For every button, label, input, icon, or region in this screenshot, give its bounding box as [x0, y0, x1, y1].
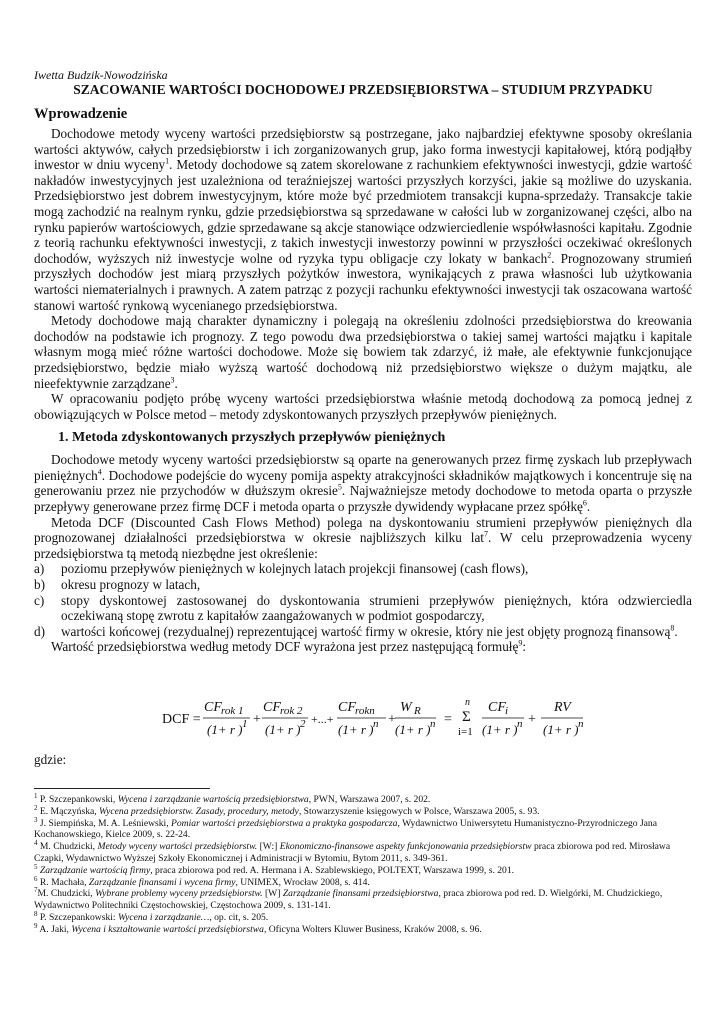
citation-title: Wycena i zarządzanie…	[117, 911, 210, 923]
text-run: Metoda DCF (Discounted Cash Flows Method) polega na dyskontowaniu strumieni przepływów pieniężnych dla prognozowanej działalności przedsiębiorstwa w okresie najbliższych kilku lat	[34, 514, 692, 546]
citation-text: , Wydawnictwo Uniwersytetu Humanistyczno-Przyrodniczego Jana Kochanowskiego, Kielce 2009, s. 22-24.	[34, 817, 657, 841]
formula-ellipsis: +...+	[311, 712, 334, 726]
sum-upper-limit: n	[465, 697, 470, 708]
formula-lhs: DCF =	[162, 712, 201, 727]
list-item-text	[61, 624, 692, 640]
footnote	[34, 815, 694, 842]
list-item-text: stopy dyskontowej zastosowanej do dyskontowania strumieni przepływów pieniężnych, która odzwierciedla oczekiwaną stopę zwrotu z kapitałów zaangażowanych w podmiot gospodarczy,	[61, 592, 692, 624]
citation-text: [W:]	[257, 841, 280, 853]
citation-title: Wybrane problemy wyceny przedsiębiorstw.	[95, 888, 263, 900]
text-run: .	[174, 375, 178, 391]
footnote-ref-9: 9	[518, 639, 523, 649]
citation-title: Zarządzanie finansami przedsiębiorstwa	[282, 888, 439, 900]
list-marker: c)	[34, 592, 45, 608]
formula-plus: +	[528, 712, 536, 727]
footnote	[34, 862, 694, 877]
where-label: gdzie:	[34, 752, 67, 767]
text-run: Metody dochodowe mają charakter dynamiczny i polegają na określeniu zdolności przedsiębiorstwa do kreowania dochodów na podstawie ich prognozy. Z tego powodu dwa przedsiębiorstwa o takiej samej wartości majątku i kapitale własnym mogą mieć różne wartości dochodowe. Może się bowiem tak zdarzyć, iż małe, ale efektywnie funkcjonujące przedsiębiorstwo, będzie miało wyższą wartość dochodową niż przedsiębiorstwo większe o dużym majątku, ale nieefektywnie zarządzane	[34, 313, 692, 391]
citation-text: M. Chudzicki,	[37, 841, 98, 853]
footnote-number: 7	[34, 886, 38, 895]
section-1-paragraph-2	[34, 515, 692, 562]
footnote-separator	[34, 788, 210, 789]
footnote-number: 4	[34, 839, 38, 847]
list-item	[34, 593, 692, 624]
footnotes-list	[34, 791, 694, 936]
formula-plus: +	[253, 712, 261, 727]
formula-exponent: 1	[242, 718, 248, 730]
citation-text: praca zbiorowa pod red. Mirosława Czapki, Wydawnictwo Wyższej Szkoły Ekonomicznej i Administracji w Bytomiu, Bytom 2011, s. 349-361.	[34, 841, 671, 864]
formula-equals: =	[444, 712, 452, 727]
footnote-ref-3: 3	[170, 375, 175, 385]
citation-title: Metody wyceny wartości przedsiębiorstw.	[97, 841, 258, 853]
text-run: . Prognozowany strumień przyszłych dochodów jest miarą przyszłych pożytków inwestora, wynikających z prawa własności lub użytkowania wartości niematerialnych i prawnych. A zatem patrząc z pozycji rachunku efektywności inwestycji tak oszacowana wartość stanowi wartość rynkową wycenianego przedsiębiorstwa.	[34, 250, 692, 313]
formula-denominator: (1+ r )	[395, 722, 431, 737]
formula-numerator: RV	[554, 700, 571, 715]
footnote-ref-1: 1	[165, 156, 170, 166]
intro-paragraph-3: W opracowaniu podjęto próbę wyceny wartości przedsiębiorstwa właśnie metodą dochodową za pomocą jednej z obowiązujących w Polsce metod – metody zdyskontowanych przyszłych przepływów pieniężnych.	[34, 391, 692, 422]
formula-exponent: n	[373, 718, 379, 730]
formula-numerator: W	[400, 700, 412, 715]
citation-title: Wycena przedsiębiorstw. Zasady, procedury, metody	[99, 805, 299, 817]
citation-text: E. Mączyńska,	[37, 805, 100, 817]
footnote-ref-8: 8	[670, 623, 675, 633]
formula-numerator: CF	[263, 700, 281, 715]
footnote	[34, 803, 694, 818]
footnote-number: 6	[34, 874, 38, 883]
list-item	[34, 561, 692, 577]
footnote	[34, 791, 694, 806]
footnote	[34, 921, 694, 936]
citation-text: [W]	[262, 888, 283, 900]
list-item	[34, 577, 692, 593]
paper-title: SZACOWANIE WARTOŚCI DOCHODOWEJ PRZEDSIĘBIORSTWA – STUDIUM PRZYPADKU	[73, 82, 653, 97]
citation-text: , UNIMEX, Wrocław 2008, s. 414.	[235, 876, 370, 888]
author-name: Iwetta Budzik-Nowodzińska	[34, 68, 168, 82]
footnote-ref-2: 2	[547, 250, 552, 260]
citation-text: P. Szczepankowski:	[37, 911, 118, 923]
footnote-ref-6: 6	[582, 498, 587, 508]
intro-heading: Wprowadzenie	[34, 106, 128, 122]
formula-denominator: (1+ r )	[265, 722, 301, 737]
citation-text: , PWN, Warszawa 2007, s. 202.	[308, 794, 431, 805]
formula-subscript: i	[505, 705, 509, 717]
citation-text: A. Jaki,	[37, 923, 72, 935]
requirements-list	[34, 561, 692, 639]
text-run: Wartość przedsiębiorstwa według metody DCF wyrażona jest przez następującą formułę	[51, 639, 519, 655]
list-marker: d)	[34, 623, 45, 639]
citation-text: , praca zbiorowa pod red. D. Wielgórki, M. Chudzickiego, Wydawnictwo Politechniki Częstochowskiej, Częstochowa 2009, s. 131-141.	[34, 888, 663, 912]
list-item	[34, 624, 692, 640]
formula-denominator: (1+ r )	[207, 722, 243, 737]
document-body	[34, 68, 692, 655]
citation-title: Ekonomiczno-finansowe aspekty funkcjonowania przedsiębiorstw	[279, 841, 532, 853]
footnote-ref-4: 4	[97, 467, 102, 477]
sum-lower-limit: i=1	[458, 726, 473, 738]
footnote	[34, 888, 694, 912]
list-marker: a)	[34, 561, 45, 577]
formula-subscript: rok 1	[221, 705, 244, 717]
text-run: . Najważniejsze metody dochodowe to metoda oparta o przyszłe przepływy generowane przez firmę DCF i metoda oparta o przyszłe dywidendy wypłacane przez spółkę	[34, 483, 692, 515]
text-run: .	[674, 623, 678, 639]
formula-denominator: (1+ r )	[338, 722, 374, 737]
text-run: .	[586, 499, 591, 515]
formula-numerator: CF	[204, 700, 222, 715]
footnote-ref-7: 7	[483, 529, 488, 539]
formula-subscript: rokn	[355, 705, 375, 717]
text-run: Dochodowe metody wyceny wartości przedsiębiorstw są postrzegane, jako najbardziej efektywne sposoby określania wartości aktywów, całych przedsiębiorstw i ich zorganizowanych grup, jako forma inwestycji kapitałowej, którą podjąłby inwestor w dniu wyceny	[34, 126, 692, 173]
formula-subscript: rok 2	[280, 705, 303, 717]
text-run: Dochodowe metody wyceny wartości przedsiębiorstw są oparte na generowanych przez firmę zyskach lub przepływach pieniężnych	[34, 452, 692, 483]
citation-title: Zarządzanie finansami i wycena firmy	[88, 876, 236, 888]
citation-text: J. Siempińska, M. A. Leśniewski,	[37, 817, 172, 829]
text-run: :	[522, 639, 526, 655]
section-1-heading: 1. Metoda zdyskontowanych przyszłych przepływów pieniężnych	[58, 430, 446, 446]
list-marker: b)	[34, 577, 45, 593]
list-item-text: poziomu przepływów pieniężnych w kolejnych latach projekcji finansowej (cash flows),	[61, 561, 529, 577]
formula-exponent: n	[578, 718, 584, 730]
dcf-formula	[162, 696, 632, 742]
footnote-ref-5: 5	[337, 483, 342, 493]
citation-text: , op. cit, s. 205.	[209, 911, 269, 923]
footnote	[34, 841, 694, 865]
formula-subscript: R	[414, 705, 421, 717]
formula-exponent: n	[517, 718, 523, 730]
footnote-number: 9	[34, 921, 38, 930]
footnote-number: 5	[34, 862, 38, 871]
formula-exponent: 2	[300, 718, 306, 730]
intro-paragraph-1	[34, 126, 692, 313]
text-run: . W celu przeprowadzenia wyceny przedsiębiorstwa tą metodą niezbędne jest określenie:	[34, 530, 692, 561]
citation-text: M. Chudzicki,	[37, 888, 96, 900]
list-item-text: okresu prognozy w latach,	[61, 577, 201, 593]
section-1-paragraph-1	[34, 452, 692, 514]
formula-denominator: (1+ r )	[482, 722, 518, 737]
citation-title: Wycena i kształtowanie wartości przedsiębiorstwa	[71, 923, 264, 935]
citation-title: Zarządzanie wartością firmy	[39, 864, 151, 876]
section-1-paragraph-3	[34, 639, 692, 655]
citation-title: Pomiar wartości przedsiębiorstwa a praktyka gospodarcza	[171, 817, 398, 829]
text-run: wartości końcowej (rezydualnej) reprezentującej wartość firmy w okresie, który nie jest objęty prognozą finansową	[61, 623, 671, 639]
citation-text: P. Szczepankowski,	[37, 794, 118, 805]
footnote-number: 1	[34, 791, 38, 800]
formula-numerator: CF	[488, 700, 506, 715]
footnote-number: 8	[34, 909, 38, 918]
formula-numerator: CF	[338, 700, 356, 715]
formula-plus: +	[388, 712, 396, 727]
intro-paragraph-2	[34, 313, 692, 391]
citation-title: Wycena i zarządzanie wartością przedsiębiorstwa	[117, 794, 309, 805]
footnote-number: 2	[34, 803, 38, 812]
citation-text: R. Machała,	[37, 876, 89, 888]
citation-text: , Oficyna Wolters Kluwer Business, Kraków 2008, s. 96.	[263, 923, 482, 935]
sum-symbol: Σ	[462, 709, 471, 725]
citation-text: , praca zbiorowa pod red. A. Hermana i A. Szablewskiego, POLTEXT, Warszawa 1999, s. 201.	[150, 864, 515, 876]
text-run: . Dochodowe podejście do wyceny pomija aspekty atrakcyjności składników majątkowych i koncentruje się na generowaniu przez nie przychodów w dłuższym okresie	[34, 467, 692, 499]
footnote-number: 3	[34, 815, 38, 824]
formula-denominator: (1+ r )	[543, 722, 579, 737]
citation-text: , Stowarzyszenie księgowych w Polsce, Warszawa 2005, s. 93.	[298, 805, 540, 817]
text-run: . Metody dochodowe są zatem skorelowane z rachunkiem efektywności inwestycji, gdzie wartość nakładów inwestycyjnych jest uzależniona od teraźniejszej wartości przyszłych korzyści, jakie są możliwe do uzyskania. Przedsiębiorstwo jest dobrem inwestycyjnym, które może być przedmiotem transakcji kupna-sprzedaży. Transakcje takie mogą zachodzić na realnym rynku, gdzie przedsiębiorstwa są sprzedawane w całości lub w zorganizowanej części, albo na rynku papierów wartościowych, gdzie sprzedawane są akcje stanowiące odzwierciedlenie współwłasności kapitału. Zgodnie z teorią rachunku efektywności inwestycji, z takich inwestycji inwestorzy powinni w przyszłości oczekiwać określonych dochodów, wyższych niż inwestycje wolne od ryzyka typu obligacje czy lokaty w bankach	[34, 157, 692, 266]
formula-exponent: n	[430, 718, 436, 730]
footnote	[34, 909, 694, 924]
footnote	[34, 874, 694, 889]
